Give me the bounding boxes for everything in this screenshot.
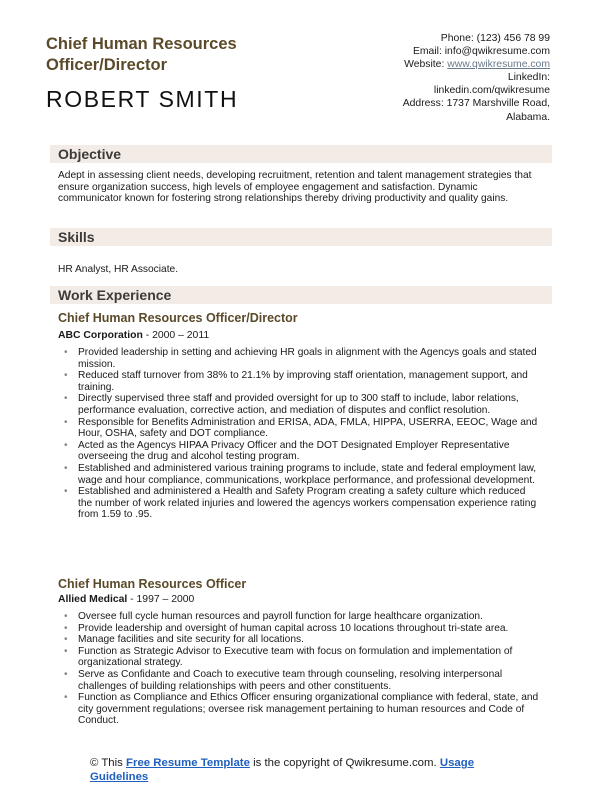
list-item: • Provided leadership in setting and achieving HR goals in alignment with the Agencys goals and stated mission. bbox=[58, 347, 542, 370]
list-item: • Serve as Confidante and Coach to executive team through counseling, resolving interpersonal challenges of building relationships with peers and other constituents. bbox=[58, 669, 542, 692]
objective-text: Adept in assessing client needs, developing recruitment, retention and talent management strategies that ensure organization success, high levels of employee engagement and satisfaction. Dynamic communicator known for fostering strong relationships thereby driving productivity and quality gains. bbox=[58, 170, 532, 205]
list-item: • Established and administered a Health and Safety Program creating a safety culture which reduced the number of work related injuries and lowered the agencys workers compensation experience rating from 1.59 to .95. bbox=[58, 486, 542, 521]
list-item: • Oversee full cycle human resources and payroll function for large healthcare organization. bbox=[58, 611, 542, 623]
contact-email-row bbox=[310, 45, 550, 58]
work-experience-heading: Work Experience bbox=[50, 286, 552, 304]
usage-guidelines-link[interactable]: Usage Guidelines bbox=[90, 757, 475, 783]
company-name: ABC Corporation bbox=[58, 330, 143, 341]
address-label: Address: bbox=[402, 98, 444, 110]
list-item: • Reduced staff turnover from 38% to 21.1% by improving staff orientation, management support, and training. bbox=[58, 370, 542, 393]
footer-middle: is the copyright of Qwikresume.com. bbox=[249, 757, 440, 769]
phone-label: Phone: bbox=[440, 33, 474, 44]
list-item: • Manage facilities and site security for all locations. bbox=[58, 634, 542, 646]
contact-phone-row bbox=[310, 32, 550, 45]
free-resume-template-link[interactable]: Free Resume Template bbox=[126, 757, 250, 769]
footer-prefix: © This bbox=[90, 757, 127, 769]
phone-value: (123) 456 78 99 bbox=[476, 33, 550, 44]
contact-website-row bbox=[310, 58, 550, 71]
list-item: • Provide leadership and oversight of human capital across 10 locations throughout tri-state area. bbox=[58, 623, 542, 635]
company-name: Allied Medical bbox=[58, 594, 128, 605]
footer bbox=[90, 757, 530, 784]
list-item: • Function as Strategic Advisor to Executive team with focus on formulation and implementation of organizational strategy. bbox=[58, 646, 542, 669]
contact-address-row bbox=[310, 97, 550, 110]
website-link[interactable]: www.qwikresume.com bbox=[447, 59, 550, 71]
linkedin-value: linkedin.com/qwikresume bbox=[433, 85, 550, 97]
job-title: Chief Human Resources Officer/Director bbox=[58, 311, 298, 325]
job-dates: - 1997 – 2000 bbox=[127, 594, 195, 605]
website-label: Website: bbox=[404, 59, 445, 71]
skills-heading: Skills bbox=[50, 228, 552, 246]
linkedin-label: LinkedIn: bbox=[507, 72, 550, 84]
company-line bbox=[58, 594, 194, 605]
contact-block bbox=[310, 32, 550, 124]
email-value: info@qwikresume.com bbox=[444, 46, 550, 58]
job-bullets bbox=[58, 347, 542, 521]
job-dates: - 2000 – 2011 bbox=[142, 330, 210, 341]
job-bullets bbox=[58, 611, 542, 727]
email-label: Email: bbox=[412, 46, 442, 58]
skills-text: HR Analyst, HR Associate. bbox=[58, 264, 179, 275]
objective-heading: Objective bbox=[50, 145, 552, 163]
list-item: • Function as Compliance and Ethics Officer ensuring organizational compliance with federal, state, and city government regulations; oversee risk management pertaining to human resources and Code of Conduct. bbox=[58, 692, 542, 727]
address-line1: 1737 Marshville Road, bbox=[446, 98, 550, 110]
resume-job-title: Chief Human Resources Officer/Director bbox=[46, 35, 237, 74]
list-item: • Established and administered various training programs to include, state and federal employment law, wage and hour compliance, communications, workplace performance, and professional development. bbox=[58, 463, 542, 486]
list-item: • Acted as the Agencys HIPAA Privacy Officer and the DOT Designated Employer Representative overseeing the drug and alcohol testing program. bbox=[58, 440, 542, 463]
address-line2: Alabama. bbox=[506, 111, 550, 123]
list-item: • Directly supervised three staff and provided oversight for up to 300 staff to include, labor relations, performance evaluation, corrective action, and mediation of disputes and conflict resolution. bbox=[58, 393, 542, 416]
company-line bbox=[58, 330, 209, 341]
list-item: • Responsible for Benefits Administration and ERISA, ADA, FMLA, HIPPA, USERRA, EEOC, Wage and Hour, OSHA, safety and DOT compliance. bbox=[58, 417, 542, 440]
job-title: Chief Human Resources Officer bbox=[58, 577, 247, 591]
candidate-name: ROBERT SMITH bbox=[46, 86, 239, 112]
